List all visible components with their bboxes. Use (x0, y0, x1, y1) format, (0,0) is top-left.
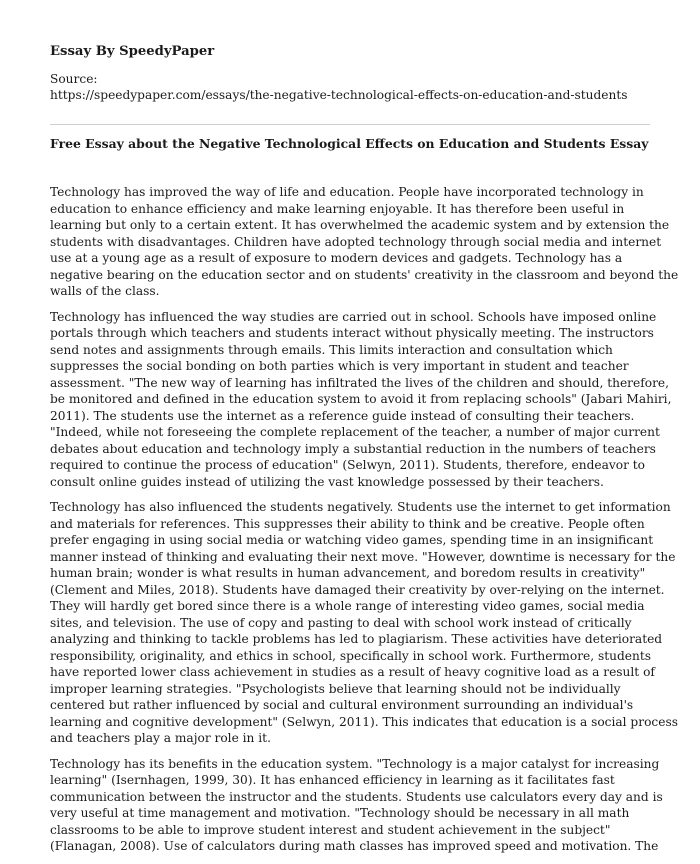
text-line: use at a young age as a result of exposure to modern devices and gadgets. Technology has a (50, 251, 623, 265)
text-line: manner instead of thinking and evaluating their next move. "However, downtime is necessary for the (50, 549, 676, 564)
text-line: prefer engaging in using social media or watching video games, spending time in an insignificant (50, 533, 654, 547)
essay-title: Free Essay about the Negative Technological Effects on Education and Students Essay (50, 136, 649, 151)
text-line: classrooms to be able to improve student interest and student achievement in the subject" (50, 822, 611, 837)
text-line: Technology has its benefits in the education system. "Technology is a major catalyst for increasing (50, 756, 660, 771)
text-line: They will hardly get bored since there is a whole range of interesting video games, social media (50, 599, 645, 613)
paragraph-4 (50, 756, 663, 855)
text-line: send notes and assignments through emails. This limits interaction and consultation which (50, 342, 613, 357)
text-line: learning and cognitive development" (Selwyn, 2011). This indicates that education is a social process (50, 714, 678, 729)
text-line: human brain; wonder is what results in human advancement, and boredom results in creativity" (50, 566, 646, 580)
text-line: consult online guides instead of utilizing the vast knowledge possessed by their teachers. (50, 474, 604, 489)
paragraph-1 (50, 184, 679, 300)
source-label: Source: (50, 72, 98, 86)
brand-heading: Essay By SpeedyPaper (50, 44, 215, 59)
text-line: walls of the class. (50, 284, 160, 298)
text-line: very useful at time management and motivation. "Technology should be necessary in all math (50, 806, 630, 820)
text-line: Technology has influenced the way studies are carried out in school. Schools have imposed online (50, 309, 657, 324)
essay-body (50, 184, 679, 864)
text-line: assessment. "The new way of learning has infiltrated the lives of the children and should, therefore, (50, 375, 669, 390)
text-line: sites, and television. The use of copy and pasting to deal with school work instead of critically (50, 615, 632, 630)
text-line: "Indeed, while not foreseeing the complete replacement of the teacher, a number of major current (50, 425, 660, 439)
text-line: centered but rather influenced by social and cultural environment surrounding an individual's (50, 698, 634, 712)
text-line: (Flanagan, 2008). Use of calculators during math classes has improved speed and motivation. The (50, 839, 659, 853)
paragraph-3 (50, 499, 678, 747)
text-line: communication between the instructor and the students. Students use calculators every day and is (50, 789, 663, 804)
text-line: responsibility, originality, and ethics in school, specifically in school work. Furthermore, students (50, 648, 652, 663)
text-line: required to continue the process of education" (Selwyn, 2011). Students, therefore, endeavor to (50, 458, 646, 472)
text-line: improper learning strategies. "Psychologists believe that learning should not be individually (50, 681, 621, 696)
header-divider (50, 124, 650, 125)
text-line: (Clement and Miles, 2018). Students have damaged their creativity by over-relying on the internet. (50, 582, 665, 597)
text-line: students with disadvantages. Children have adopted technology through social media and internet (50, 234, 662, 249)
text-line: debates about education and technology imply a substantial reduction in the numbers of teachers (50, 441, 656, 456)
paragraph-2 (50, 309, 672, 491)
text-line: be monitored and defined in the education system to avoid it from replacing schools" (Jabari Mahiri, (50, 392, 672, 406)
text-line: analyzing and thinking to tackle problems has led to plagiarism. These activities have deteriorated (50, 632, 663, 646)
text-line: suppresses the social bonding on both parties which is very important in student and teacher (50, 359, 629, 373)
text-line: 2011). The students use the internet as a reference guide instead of consulting their teachers. (50, 408, 635, 423)
text-line: learning" (Isernhagen, 1999, 30). It has enhanced efficiency in learning as it facilitates fast (50, 773, 615, 787)
text-line: negative bearing on the education sector and on students' creativity in the classroom and beyond the (50, 267, 679, 282)
text-line: learning but only to a certain extent. It has overwhelmed the academic system and by extension the (50, 218, 670, 232)
text-line: and teachers play a major role in it. (50, 731, 271, 745)
text-line: and materials for references. This suppresses their ability to think and be creative. People often (50, 516, 645, 531)
text-line: education to enhance efficiency and make learning enjoyable. It has therefore been useful in (50, 201, 625, 216)
text-line: portals through which teachers and students interact without physically meeting. The instructors (50, 326, 654, 340)
text-line: Technology has also influenced the students negatively. Students use the internet to get information (50, 500, 671, 514)
text-line: Technology has improved the way of life and education. People have incorporated technology in (50, 185, 644, 199)
source-url[interactable]: https://speedypaper.com/essays/the-negative-technological-effects-on-education-and-students (50, 88, 628, 102)
text-line: have reported lower class achievement in studies as a result of heavy cognitive load as a result of (50, 665, 655, 679)
